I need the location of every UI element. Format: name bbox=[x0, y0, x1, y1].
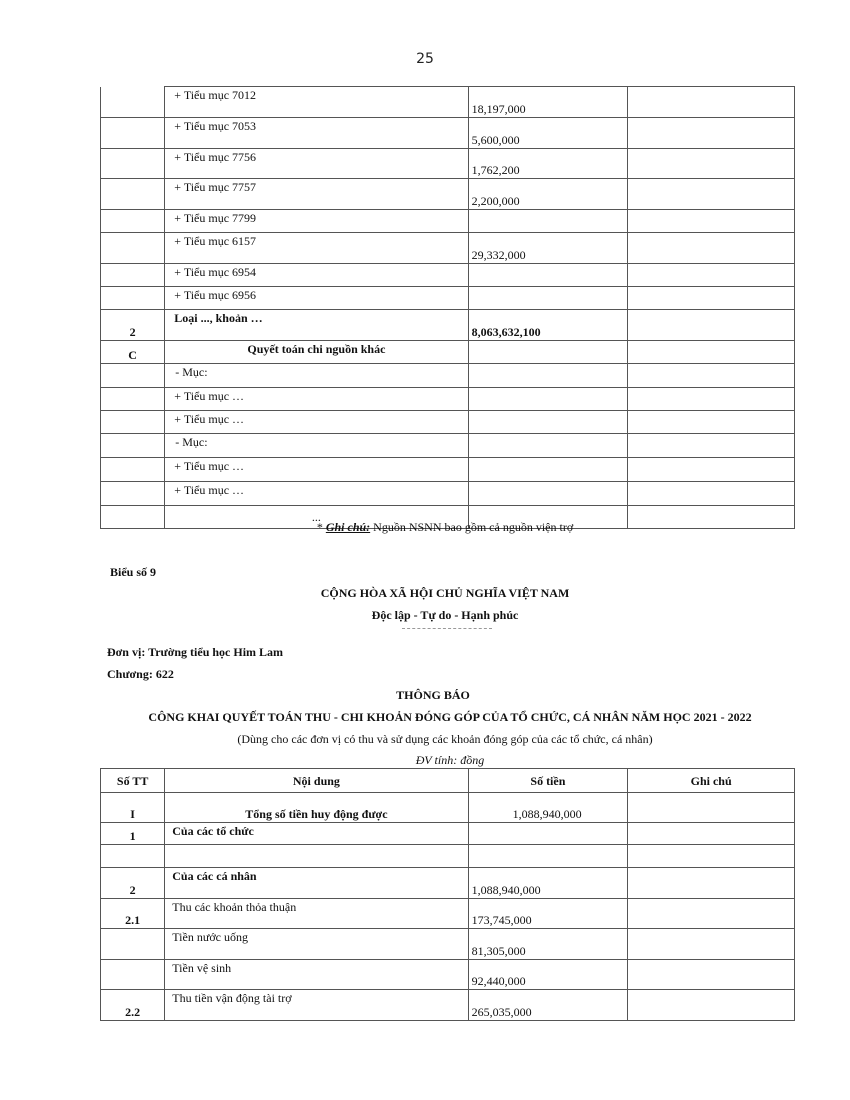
row-number-cell bbox=[101, 210, 165, 233]
table-row bbox=[101, 264, 795, 287]
row-note-cell bbox=[628, 868, 795, 899]
row-note-cell bbox=[628, 458, 795, 482]
row-content: Loại ..., khoản … bbox=[174, 311, 263, 325]
row-number: 2 bbox=[129, 325, 136, 339]
row-content-cell bbox=[165, 960, 468, 990]
row-number-cell bbox=[101, 899, 165, 929]
row-amount: 29,332,000 bbox=[471, 248, 526, 262]
row-content: + Tiểu mục 7053 bbox=[174, 119, 257, 133]
row-note-cell bbox=[628, 434, 795, 458]
row-amount-cell bbox=[468, 793, 628, 823]
expenditure-table bbox=[100, 86, 795, 529]
row-content-cell bbox=[165, 364, 468, 388]
row-note-cell bbox=[628, 210, 795, 233]
currency-unit: ĐV tính: đồng bbox=[415, 753, 485, 767]
row-note-cell bbox=[628, 310, 795, 341]
table-row bbox=[101, 287, 795, 310]
nation-header: CỘNG HÒA XÃ HỘI CHỦ NGHĨA VIỆT NAM bbox=[320, 586, 570, 600]
row-note-cell bbox=[628, 264, 795, 287]
table-row bbox=[101, 482, 795, 506]
row-number: 2.2 bbox=[125, 1005, 141, 1019]
table-row bbox=[101, 990, 795, 1021]
row-amount: 1,762,200 bbox=[471, 163, 520, 177]
row-note-cell bbox=[628, 482, 795, 506]
notice-subject: CÔNG KHAI QUYẾT TOÁN THU - CHI KHOẢN ĐÓNG GÓP CỦA TỔ CHỨC, CÁ NHÂN NĂM HỌC 2021 - 2022 bbox=[148, 710, 752, 724]
form-label: Biểu số 9 bbox=[110, 565, 157, 579]
row-amount-cell bbox=[468, 179, 628, 210]
row-amount-cell bbox=[468, 458, 628, 482]
page-number: 25 bbox=[416, 51, 434, 67]
row-content-cell bbox=[165, 823, 468, 845]
row-number-cell bbox=[101, 388, 165, 411]
row-amount-cell bbox=[468, 899, 628, 929]
row-amount-cell bbox=[468, 364, 628, 388]
row-content-cell bbox=[165, 118, 468, 149]
row-amount: 1,088,940,000 bbox=[471, 883, 541, 897]
row-content-cell bbox=[165, 287, 468, 310]
row-content: + Tiểu mục 7757 bbox=[174, 180, 257, 194]
row-content: Thu tiền vận động tài trợ bbox=[172, 991, 292, 1005]
row-content-cell bbox=[165, 868, 468, 899]
row-content: Tổng số tiền huy động được bbox=[245, 807, 388, 821]
row-amount-cell bbox=[468, 87, 628, 118]
row-number-cell bbox=[101, 411, 165, 434]
row-number-cell bbox=[101, 793, 165, 823]
row-amount: 92,440,000 bbox=[471, 974, 526, 988]
row-amount-cell bbox=[468, 868, 628, 899]
row-content-cell bbox=[165, 411, 468, 434]
row-amount-cell bbox=[468, 960, 628, 990]
table-row bbox=[101, 118, 795, 149]
row-amount: 173,745,000 bbox=[471, 913, 532, 927]
notice-scope: (Dùng cho các đơn vị có thu và sử dụng các khoản đóng góp của các tổ chức, cá nhân) bbox=[237, 732, 653, 746]
row-number-cell bbox=[101, 87, 165, 118]
header-content: Nội dung bbox=[165, 769, 468, 793]
row-note-cell bbox=[628, 87, 795, 118]
table-row bbox=[101, 458, 795, 482]
row-number-cell bbox=[101, 264, 165, 287]
row-content: + Tiểu mục 7012 bbox=[174, 88, 257, 102]
row-content: + Tiểu mục 6956 bbox=[174, 288, 257, 302]
row-number-cell bbox=[101, 287, 165, 310]
chapter: Chương: 622 bbox=[107, 667, 174, 681]
row-number: 2.1 bbox=[125, 913, 141, 927]
row-amount-cell bbox=[468, 118, 628, 149]
row-amount: 8,063,632,100 bbox=[471, 325, 541, 339]
row-number-cell bbox=[101, 990, 165, 1021]
row-number: 2 bbox=[129, 883, 136, 897]
row-note-cell bbox=[628, 990, 795, 1021]
row-content-cell bbox=[165, 929, 468, 960]
row-content-cell bbox=[165, 482, 468, 506]
table-row bbox=[101, 149, 795, 179]
row-content: + Tiểu mục … bbox=[174, 483, 245, 497]
row-note-cell bbox=[628, 929, 795, 960]
row-amount: 2,200,000 bbox=[471, 194, 520, 208]
row-content-cell bbox=[165, 179, 468, 210]
row-amount: 18,197,000 bbox=[471, 102, 526, 116]
row-note-cell bbox=[628, 364, 795, 388]
row-number-cell bbox=[101, 434, 165, 458]
row-number-cell bbox=[101, 310, 165, 341]
row-content-cell bbox=[165, 990, 468, 1021]
row-content-cell bbox=[165, 434, 468, 458]
row-note-cell bbox=[628, 341, 795, 364]
divider bbox=[402, 628, 492, 629]
row-content-cell bbox=[165, 458, 468, 482]
row-note-cell bbox=[628, 233, 795, 264]
row-number: I bbox=[130, 807, 135, 821]
table-row bbox=[101, 411, 795, 434]
row-amount: 1,088,940,000 bbox=[512, 807, 582, 821]
contribution-table bbox=[100, 768, 795, 1021]
row-amount-cell bbox=[468, 149, 628, 179]
row-content: - Mục: bbox=[175, 435, 208, 449]
row-number-cell bbox=[101, 482, 165, 506]
row-note-cell bbox=[628, 179, 795, 210]
row-content-cell bbox=[165, 899, 468, 929]
row-note-cell bbox=[628, 823, 795, 845]
row-content-cell bbox=[165, 233, 468, 264]
footnote-text: Nguồn NSNN bao gồm cả nguồn viện trợ bbox=[370, 520, 574, 534]
header-amount: Số tiền bbox=[468, 769, 628, 793]
row-amount-cell bbox=[468, 341, 628, 364]
row-number-cell bbox=[101, 960, 165, 990]
row-number-cell bbox=[101, 458, 165, 482]
row-amount-cell bbox=[468, 287, 628, 310]
row-content: + Tiểu mục … bbox=[174, 412, 245, 426]
row-content: Thu các khoản thỏa thuận bbox=[172, 900, 297, 914]
row-note-cell bbox=[628, 149, 795, 179]
table-row bbox=[101, 868, 795, 899]
row-number-cell bbox=[101, 845, 165, 868]
row-content: + Tiểu mục … bbox=[174, 459, 245, 473]
table-row bbox=[101, 87, 795, 118]
national-motto: Độc lập - Tự do - Hạnh phúc bbox=[371, 608, 519, 622]
row-note-cell bbox=[628, 845, 795, 868]
row-content-cell bbox=[165, 793, 468, 823]
table-row bbox=[101, 310, 795, 341]
row-amount-cell bbox=[468, 264, 628, 287]
table-row bbox=[101, 341, 795, 364]
table-row bbox=[101, 793, 795, 823]
header-no: Số TT bbox=[101, 769, 165, 793]
row-amount-cell bbox=[468, 845, 628, 868]
row-note-cell bbox=[628, 411, 795, 434]
row-amount-cell bbox=[468, 823, 628, 845]
row-note-cell bbox=[628, 287, 795, 310]
table-header-row bbox=[101, 769, 795, 793]
row-content: + Tiểu mục 6157 bbox=[174, 234, 257, 248]
row-content-cell bbox=[165, 310, 468, 341]
row-amount: 265,035,000 bbox=[471, 1005, 532, 1019]
row-amount-cell bbox=[468, 411, 628, 434]
row-content-cell bbox=[165, 388, 468, 411]
row-content: + Tiểu mục 6954 bbox=[174, 265, 257, 279]
row-content-cell bbox=[165, 87, 468, 118]
row-amount-cell bbox=[468, 929, 628, 960]
table-row bbox=[101, 434, 795, 458]
row-content-cell bbox=[165, 149, 468, 179]
table-row bbox=[101, 388, 795, 411]
table-row bbox=[101, 210, 795, 233]
table-row bbox=[101, 845, 795, 868]
table-row bbox=[101, 929, 795, 960]
row-content: - Mục: bbox=[175, 365, 208, 379]
row-amount-cell bbox=[468, 233, 628, 264]
row-amount-cell bbox=[468, 482, 628, 506]
row-content: Của các cá nhân bbox=[172, 869, 257, 883]
row-content: + Tiểu mục 7799 bbox=[174, 211, 257, 225]
footnote-prefix: * bbox=[316, 520, 326, 534]
row-content: Của các tổ chức bbox=[172, 824, 254, 838]
footnote bbox=[0, 520, 850, 535]
footnote-label: Ghi chú: bbox=[325, 520, 371, 534]
row-note-cell bbox=[628, 899, 795, 929]
row-amount-cell bbox=[468, 434, 628, 458]
row-number-cell bbox=[101, 233, 165, 264]
row-number-cell bbox=[101, 118, 165, 149]
row-amount-cell bbox=[468, 388, 628, 411]
row-content: ... bbox=[311, 510, 321, 524]
row-note-cell bbox=[628, 388, 795, 411]
table-row bbox=[101, 364, 795, 388]
row-content: + Tiểu mục 7756 bbox=[174, 150, 257, 164]
row-amount-cell bbox=[468, 990, 628, 1021]
table-row bbox=[101, 823, 795, 845]
row-content-cell bbox=[165, 341, 468, 364]
row-content: Quyết toán chi nguồn khác bbox=[247, 342, 386, 356]
table-row bbox=[101, 960, 795, 990]
row-note-cell bbox=[628, 960, 795, 990]
row-content: Tiền nước uống bbox=[172, 930, 249, 944]
row-number-cell bbox=[101, 149, 165, 179]
header-note: Ghi chú bbox=[628, 769, 795, 793]
row-number: C bbox=[128, 348, 137, 362]
row-amount-cell bbox=[468, 210, 628, 233]
row-amount: 81,305,000 bbox=[471, 944, 526, 958]
row-number-cell bbox=[101, 179, 165, 210]
table-row bbox=[101, 233, 795, 264]
row-content-cell bbox=[165, 264, 468, 287]
row-content: + Tiểu mục … bbox=[174, 389, 245, 403]
row-number-cell bbox=[101, 929, 165, 960]
row-amount-cell bbox=[468, 310, 628, 341]
row-content-cell bbox=[165, 210, 468, 233]
row-amount: 5,600,000 bbox=[471, 133, 520, 147]
row-number-cell bbox=[101, 341, 165, 364]
row-number-cell bbox=[101, 823, 165, 845]
row-content-cell bbox=[165, 845, 468, 868]
notice-title: THÔNG BÁO bbox=[396, 688, 470, 702]
table-row bbox=[101, 899, 795, 929]
row-number-cell bbox=[101, 364, 165, 388]
row-number: 1 bbox=[129, 829, 136, 843]
row-note-cell bbox=[628, 118, 795, 149]
row-note-cell bbox=[628, 793, 795, 823]
row-number-cell bbox=[101, 868, 165, 899]
unit-name: Đơn vị: Trường tiểu học Him Lam bbox=[107, 645, 284, 659]
row-content: Tiền vệ sinh bbox=[172, 961, 232, 975]
table-row bbox=[101, 179, 795, 210]
